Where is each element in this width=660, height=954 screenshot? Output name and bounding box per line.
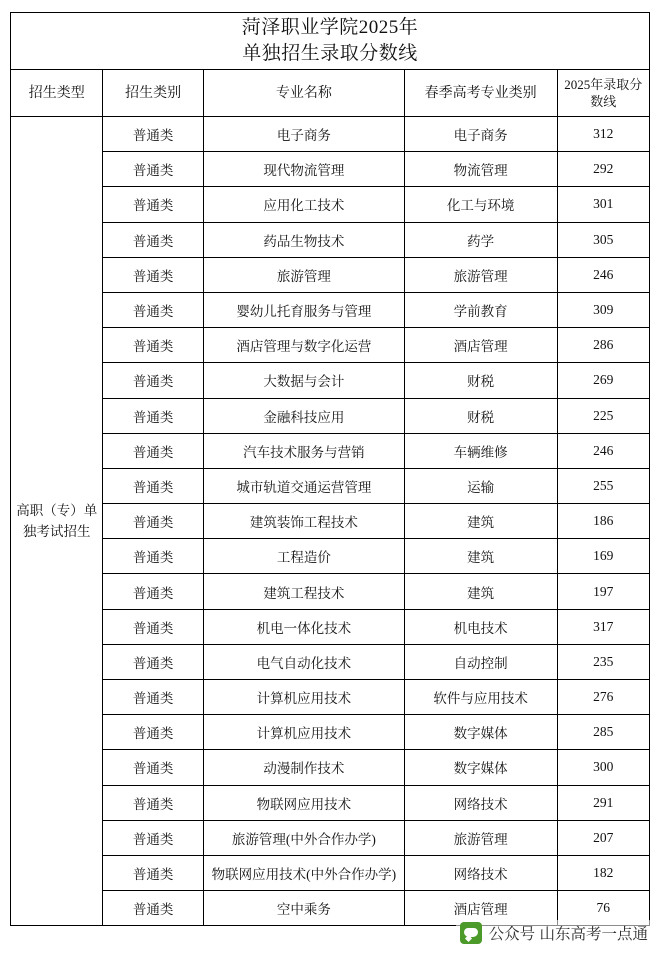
cell-class: 普通类 — [103, 152, 203, 187]
table-row — [11, 328, 650, 363]
cell-class: 普通类 — [103, 117, 203, 152]
column-header-score-line: 2025年录取分数线 — [557, 70, 649, 117]
table-row — [11, 504, 650, 539]
cell-class: 普通类 — [103, 855, 203, 890]
table-row — [11, 152, 650, 187]
cell-spring: 软件与应用技术 — [404, 680, 557, 715]
cell-major: 计算机应用技术 — [203, 715, 404, 750]
cell-major: 物联网应用技术(中外合作办学) — [203, 855, 404, 890]
cell-spring: 数字媒体 — [404, 715, 557, 750]
cell-score: 169 — [557, 539, 649, 574]
cell-class: 普通类 — [103, 222, 203, 257]
cell-class: 普通类 — [103, 363, 203, 398]
cell-spring: 物流管理 — [404, 152, 557, 187]
cell-score: 186 — [557, 504, 649, 539]
cell-class: 普通类 — [103, 820, 203, 855]
cell-spring: 数字媒体 — [404, 750, 557, 785]
cell-class: 普通类 — [103, 468, 203, 503]
table-header-row — [11, 70, 650, 117]
cell-class: 普通类 — [103, 680, 203, 715]
cell-major: 现代物流管理 — [203, 152, 404, 187]
cell-spring: 药学 — [404, 222, 557, 257]
cell-spring: 自动控制 — [404, 644, 557, 679]
cell-class: 普通类 — [103, 187, 203, 222]
table-row — [11, 750, 650, 785]
cell-score: 285 — [557, 715, 649, 750]
table-row — [11, 680, 650, 715]
cell-spring: 建筑 — [404, 574, 557, 609]
cell-score: 197 — [557, 574, 649, 609]
cell-class: 普通类 — [103, 785, 203, 820]
table-title-row — [11, 13, 650, 70]
cell-major: 城市轨道交通运营管理 — [203, 468, 404, 503]
table-row — [11, 433, 650, 468]
cell-spring: 网络技术 — [404, 785, 557, 820]
cell-spring: 运输 — [404, 468, 557, 503]
document-title — [11, 13, 650, 70]
cell-class: 普通类 — [103, 715, 203, 750]
cell-major: 物联网应用技术 — [203, 785, 404, 820]
cell-spring: 建筑 — [404, 539, 557, 574]
cell-class: 普通类 — [103, 257, 203, 292]
cell-class: 普通类 — [103, 750, 203, 785]
table-row — [11, 398, 650, 433]
cell-spring: 建筑 — [404, 504, 557, 539]
table-row — [11, 292, 650, 327]
table-row — [11, 187, 650, 222]
cell-score: 225 — [557, 398, 649, 433]
cell-class: 普通类 — [103, 292, 203, 327]
cell-major: 酒店管理与数字化运营 — [203, 328, 404, 363]
cell-major: 旅游管理(中外合作办学) — [203, 820, 404, 855]
admission-type-cell: 高职（专）单独考试招生 — [11, 117, 103, 926]
cell-score: 292 — [557, 152, 649, 187]
column-header-admission-type: 招生类型 — [11, 70, 103, 117]
column-header-spring-category: 春季高考专业类别 — [404, 70, 557, 117]
table-row — [11, 363, 650, 398]
cell-score: 286 — [557, 328, 649, 363]
watermark — [456, 920, 652, 946]
cell-spring: 财税 — [404, 363, 557, 398]
cell-score: 317 — [557, 609, 649, 644]
cell-major: 动漫制作技术 — [203, 750, 404, 785]
cell-class: 普通类 — [103, 574, 203, 609]
cell-class: 普通类 — [103, 539, 203, 574]
cell-class: 普通类 — [103, 328, 203, 363]
title-line-2: 单独招生录取分数线 — [242, 43, 418, 64]
cell-major: 药品生物技术 — [203, 222, 404, 257]
cell-major: 旅游管理 — [203, 257, 404, 292]
table-row — [11, 644, 650, 679]
cell-major: 汽车技术服务与营销 — [203, 433, 404, 468]
cell-major: 金融科技应用 — [203, 398, 404, 433]
cell-score: 312 — [557, 117, 649, 152]
cell-score: 276 — [557, 680, 649, 715]
cell-class: 普通类 — [103, 398, 203, 433]
cell-major: 机电一体化技术 — [203, 609, 404, 644]
cell-class: 普通类 — [103, 609, 203, 644]
cell-score: 301 — [557, 187, 649, 222]
cell-class: 普通类 — [103, 891, 203, 926]
cell-score: 291 — [557, 785, 649, 820]
table-row — [11, 785, 650, 820]
cell-spring: 机电技术 — [404, 609, 557, 644]
cell-class: 普通类 — [103, 644, 203, 679]
cell-spring: 电子商务 — [404, 117, 557, 152]
wechat-icon — [460, 922, 482, 944]
cell-score: 305 — [557, 222, 649, 257]
cell-score: 182 — [557, 855, 649, 890]
cell-major: 电子商务 — [203, 117, 404, 152]
table-row — [11, 257, 650, 292]
cell-major: 计算机应用技术 — [203, 680, 404, 715]
cell-spring: 旅游管理 — [404, 257, 557, 292]
title-line-1: 菏泽职业学院2025年 — [241, 17, 419, 38]
cell-score: 269 — [557, 363, 649, 398]
cell-spring: 学前教育 — [404, 292, 557, 327]
cell-score: 207 — [557, 820, 649, 855]
cell-major: 空中乘务 — [203, 891, 404, 926]
table-row — [11, 468, 650, 503]
cell-spring: 化工与环境 — [404, 187, 557, 222]
cell-major: 建筑装饰工程技术 — [203, 504, 404, 539]
watermark-text — [489, 922, 648, 944]
cell-spring: 旅游管理 — [404, 820, 557, 855]
table-row — [11, 855, 650, 890]
cell-score: 309 — [557, 292, 649, 327]
cell-spring: 财税 — [404, 398, 557, 433]
score-table — [10, 12, 650, 926]
cell-score: 255 — [557, 468, 649, 503]
cell-major: 婴幼儿托育服务与管理 — [203, 292, 404, 327]
cell-class: 普通类 — [103, 433, 203, 468]
table-row — [11, 539, 650, 574]
cell-score: 235 — [557, 644, 649, 679]
table-row — [11, 222, 650, 257]
table-row — [11, 574, 650, 609]
cell-major: 电气自动化技术 — [203, 644, 404, 679]
table-row — [11, 609, 650, 644]
cell-major: 工程造价 — [203, 539, 404, 574]
cell-major: 建筑工程技术 — [203, 574, 404, 609]
table-row — [11, 117, 650, 152]
cell-major: 大数据与会计 — [203, 363, 404, 398]
cell-class: 普通类 — [103, 504, 203, 539]
cell-score: 246 — [557, 433, 649, 468]
cell-spring: 车辆维修 — [404, 433, 557, 468]
column-header-major-name: 专业名称 — [203, 70, 404, 117]
table-row — [11, 820, 650, 855]
cell-spring: 酒店管理 — [404, 328, 557, 363]
cell-spring: 酒店管理 — [404, 891, 557, 926]
cell-score: 246 — [557, 257, 649, 292]
cell-major: 应用化工技术 — [203, 187, 404, 222]
cell-score: 300 — [557, 750, 649, 785]
column-header-admission-class: 招生类别 — [103, 70, 203, 117]
cell-score: 76 — [557, 891, 649, 926]
cell-spring: 网络技术 — [404, 855, 557, 890]
watermark-account-name: 山东高考一点通 — [539, 926, 648, 943]
watermark-prefix: 公众号 — [488, 926, 536, 943]
table-row — [11, 715, 650, 750]
